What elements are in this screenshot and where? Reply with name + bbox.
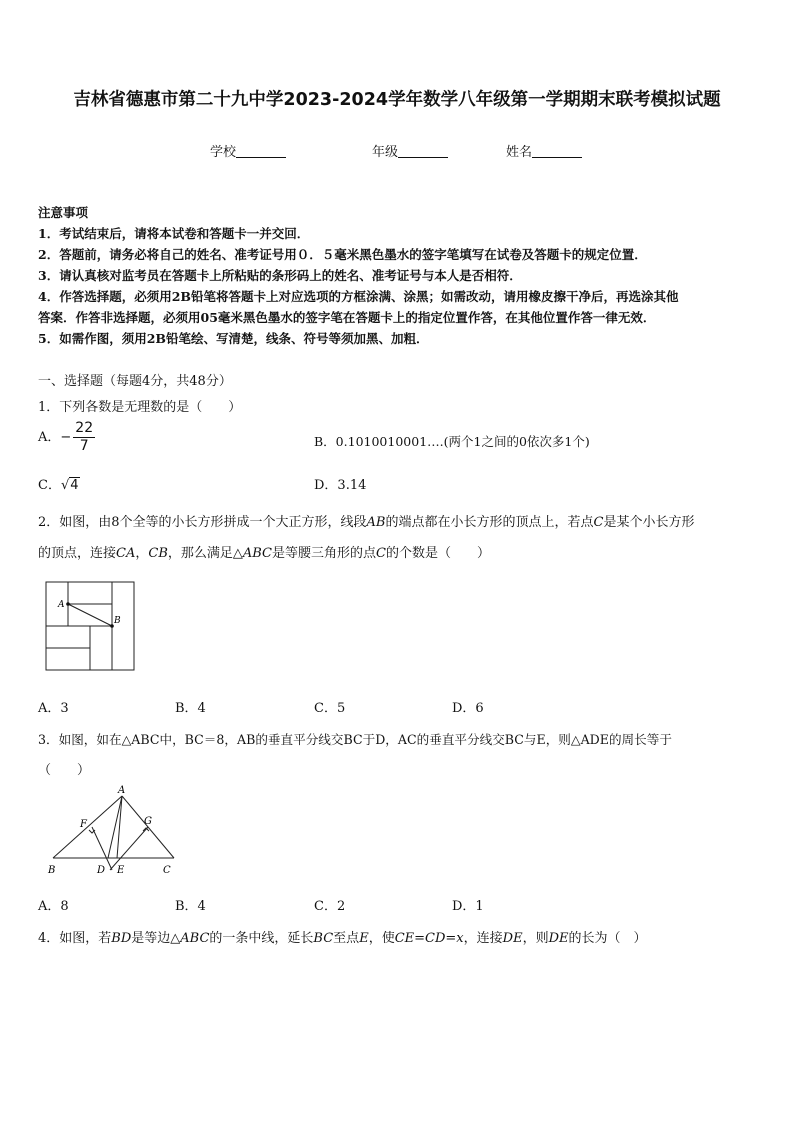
grade-label: 年级	[372, 145, 399, 160]
label-d: D	[97, 865, 106, 876]
label-a: A	[58, 600, 65, 610]
q2-option-a[interactable]: A．3	[38, 701, 69, 716]
q2-option-b[interactable]: B．4	[175, 701, 206, 716]
label-b: B	[48, 865, 56, 876]
notice-item: 1．考试结束后，请将本试卷和答题卡一并交回．	[38, 226, 310, 241]
label-e: E	[117, 865, 125, 876]
q3-option-c[interactable]: C．2	[314, 899, 346, 914]
label-c: C	[163, 865, 171, 876]
q3-stem-line1: 3．如图，如在△ABC中，BC＝8，AB的垂直平分线交BC于D，AC的垂直平分线交BC与E，则△ADE的周长等于	[38, 732, 672, 747]
grade-field[interactable]	[372, 141, 448, 160]
q3-option-d[interactable]: D．1	[452, 899, 484, 914]
school-label: 学校	[210, 145, 237, 160]
notice-item: 答案．作答非选择题，必须用05毫米黑色墨水的签字笔在答题卡上的指定位置作答，在其他位置作答一律无效．	[38, 310, 656, 325]
perp-bisector-eg	[110, 827, 148, 870]
q3-option-a[interactable]: A．8	[38, 899, 69, 914]
q1-option-a[interactable]: A．− $\frac{22}{7}$	[38, 420, 94, 454]
grade-blank[interactable]	[398, 145, 448, 158]
school-field[interactable]	[210, 141, 286, 160]
q1-option-b[interactable]: B．0.1010010001….(两个1之间的0依次多1个)	[314, 434, 590, 449]
q2-option-d[interactable]: D．6	[452, 701, 484, 716]
q2-figure	[44, 580, 138, 674]
school-blank[interactable]	[236, 145, 286, 158]
label-f: F	[80, 819, 87, 830]
notice-item: 5．如需作图，须用2B铅笔绘、写清楚，线条、符号等须加黑、加粗．	[38, 331, 429, 346]
minus-sign: −	[60, 430, 72, 445]
segment-ab	[68, 604, 112, 626]
q1-option-c[interactable]: C．√4	[38, 478, 79, 493]
name-blank[interactable]	[532, 145, 582, 158]
q3-option-b[interactable]: B．4	[175, 899, 206, 914]
segment-ab	[53, 796, 122, 858]
notice-item: 3．请认真核对监考员在答题卡上所粘贴的条形码上的姓名、准考证号与本人是否相符．	[38, 268, 522, 283]
name-label: 姓名	[506, 145, 533, 160]
perp-bisector-df	[92, 827, 112, 870]
name-field[interactable]	[506, 141, 582, 160]
label-g: G	[144, 816, 152, 827]
q1-stem: 1．下列各数是无理数的是（ ）	[38, 400, 242, 415]
exam-title: 吉林省德惠市第二十九中学2023-2024学年数学八年级第一学期期末联考模拟试题	[73, 90, 721, 110]
point-a	[66, 602, 70, 606]
q2-stem-line1: 2．如图，由8个全等的小长方形拼成一个大正方形，线段AB的端点都在小长方形的顶点上，若点C是某个小长方形	[38, 515, 695, 530]
sqrt: √4	[60, 478, 79, 493]
q3-stem-line2: （ ）	[38, 763, 91, 778]
label-b: B	[114, 616, 121, 626]
fraction: $\frac{22}{7}$	[75, 420, 94, 454]
notice-item: 4．作答选择题，必须用2B铅笔将答题卡上对应选项的方框涂满、涂黑；如需改动，请用橡皮擦干净后，再选涂其他	[38, 289, 679, 304]
q1-option-d[interactable]: D．3.14	[314, 478, 367, 493]
q2-stem-line2: 的顶点，连接CA，CB，那么满足△ABC是等腰三角形的点C的个数是（ ）	[38, 546, 490, 561]
section-heading: 一、选择题（每题4分，共48分）	[38, 374, 232, 389]
q3-figure	[44, 782, 184, 882]
label-a: A	[118, 785, 126, 796]
notice-heading: 注意事项	[38, 205, 89, 220]
q4-stem: 4．如图，若BD是等边△ABC的一条中线，延长BC至点E，使CE=CD=x，连接DE，则DE的长为（ ）	[38, 931, 647, 946]
notice-item: 2．答题前，请务必将自己的姓名、准考证号用０．５毫米黑色墨水的签字笔填写在试卷及答题卡的规定位置．	[38, 247, 647, 262]
q2-option-c[interactable]: C．5	[314, 701, 346, 716]
